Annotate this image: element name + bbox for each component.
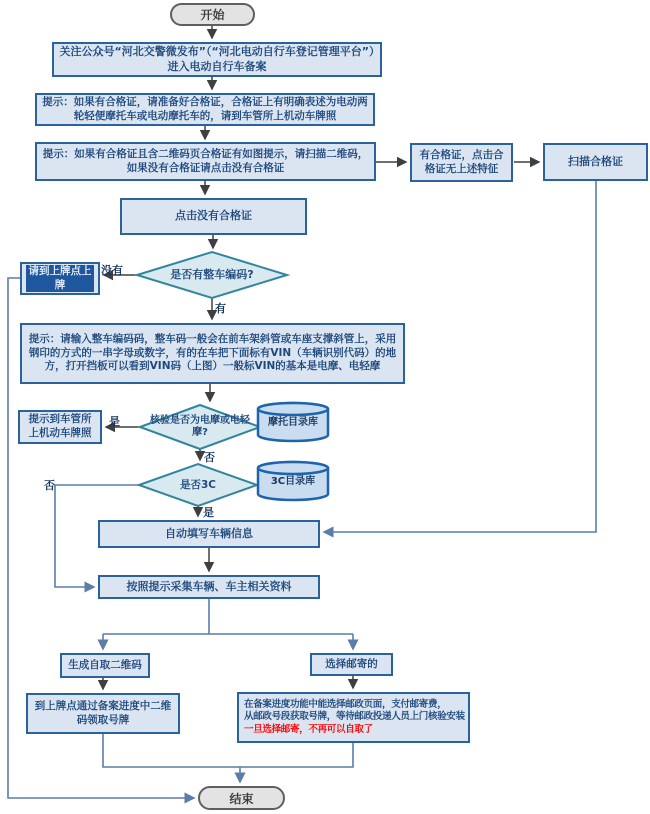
branch-label-no-vin: 没有 <box>101 264 123 277</box>
node-collect: 按照提示采集车辆、车主相关资料 <box>98 575 320 599</box>
end-terminator <box>198 786 285 810</box>
node-scan-cert: 扫描合格证 <box>543 143 648 181</box>
branch-label-3c-no: 否 <box>44 479 55 492</box>
go-plate-point-text: 请到上牌点上牌 <box>26 265 94 292</box>
branch-label-3c-yes: 是 <box>203 506 214 519</box>
moto-db-label: 摩托目录库 <box>268 417 318 428</box>
end-label: 结束 <box>229 791 254 806</box>
branch-label-moto-yes: 是 <box>109 415 120 428</box>
node-gen-qr: 生成自取二维码 <box>60 653 150 678</box>
node-go-plate-point <box>20 262 100 295</box>
node-mail-detail <box>237 692 470 743</box>
node-tip-cert: 提示：如果有合格证，请准备好合格证，合格证上有明确表述为电动两轮轻便摩托车或电动摩托车的，请到车管所上机动车牌照 <box>35 93 375 126</box>
mail-detail-line1: 在备案进度功能中能选择邮政页面，支付邮寄费， <box>244 698 447 710</box>
node-follow-official: 关注公众号“河北交警微发布”（“河北电动自行车登记管理平台”）进入电动自行车备案 <box>52 42 382 77</box>
node-autofill: 自动填写车辆信息 <box>98 520 320 548</box>
node-click-no-cert: 点击没有合格证 <box>120 198 307 235</box>
branch-label-has-vin: 有 <box>215 302 226 315</box>
edge-mailbox-join <box>240 743 353 767</box>
c3-db-label: 3C目录库 <box>270 476 316 487</box>
start-label: 开始 <box>200 8 225 22</box>
mail-warning-text: 一旦选择邮寄，不再可以自取了 <box>244 723 373 735</box>
node-choose-mail: 选择邮寄的 <box>310 653 393 676</box>
decision-has-vin-label: 是否有整车编码? <box>170 268 254 282</box>
node-tip-dmv: 提示到车管所上机动车牌照 <box>18 410 102 444</box>
decision-is-3c-label: 是否3C <box>179 478 216 491</box>
mail-detail-line2: 从邮政号段获取号牌，等待邮政投递人员上门核验安装 <box>244 711 465 723</box>
node-tip-qr: 提示：如果有合格证且含二维码页合格证有如图提示，请扫描二维码，如果没有合格证请点击没有合格证 <box>35 142 376 181</box>
node-tip-vin: 提示：请输入整车编码码，整车码一般会在前车架斜管或车座支撑斜管上，采用钢印的方式的一串字母或数字，有的在车把下面标有VIN（车辆识别代码）的地方，打开挡板可以看到VIN码（上图）一般标VIN的基本是电摩、电轻摩 <box>20 323 405 384</box>
decision-check-moto-label: 核验是否为电摩或电轻摩? <box>150 415 250 438</box>
node-get-plate: 到上牌点通过备案进度中二维码领取号牌 <box>26 693 180 734</box>
node-has-cert-no-feature: 有合格证，点击合格证无上述特征 <box>410 143 513 182</box>
start-terminator <box>170 3 255 26</box>
edge-getplate-join <box>103 734 240 767</box>
branch-label-moto-no: 否 <box>204 451 215 464</box>
